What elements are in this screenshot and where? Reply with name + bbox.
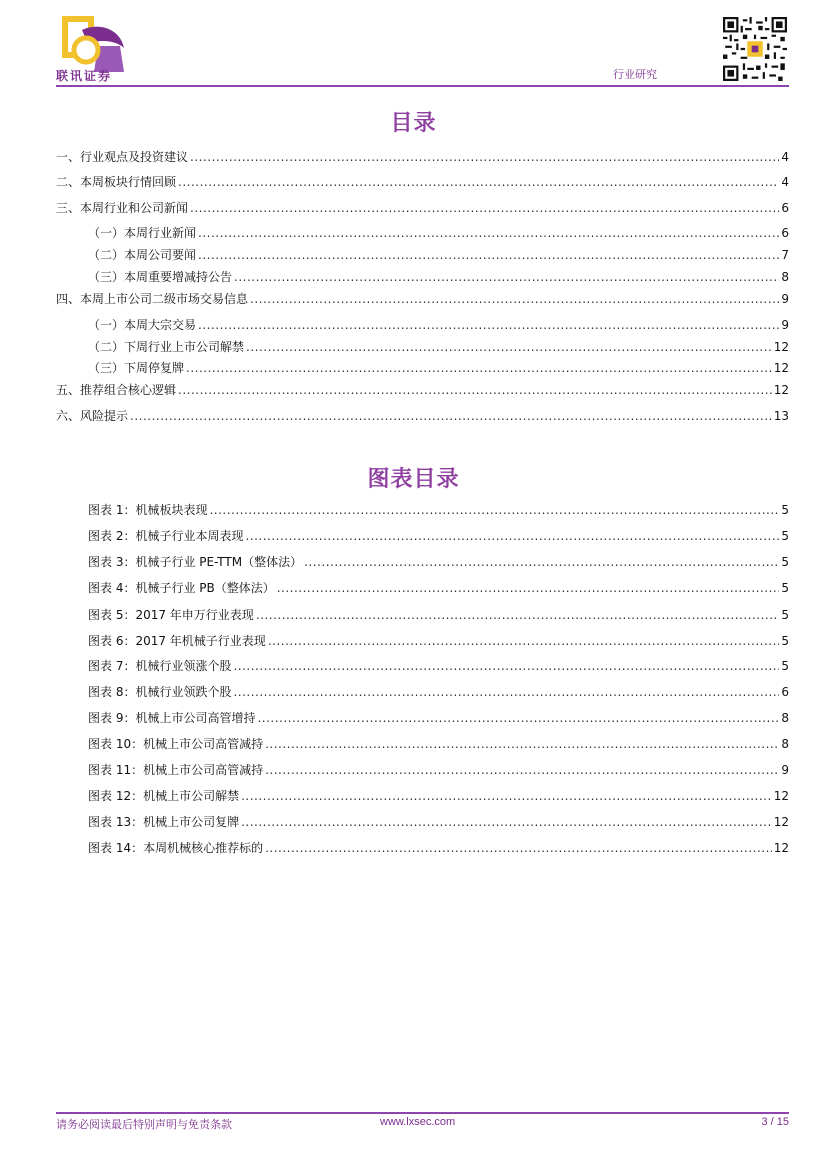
qr-code-icon xyxy=(723,17,787,81)
toc-entry-page: 8 xyxy=(781,270,789,284)
leader-dots xyxy=(186,361,772,375)
figure-entry-page: 8 xyxy=(781,711,789,725)
toc-entry-page: 4 xyxy=(781,175,789,189)
toc-entry-label: （二）下周行业上市公司解禁 xyxy=(88,340,245,354)
leader-dots xyxy=(250,292,779,306)
toc-entry-label: 二、本周板块行情回顾 xyxy=(56,175,177,189)
leader-dots xyxy=(234,270,779,284)
figure-entry-label: 图表 14：本周机械核心推荐标的 xyxy=(88,841,264,855)
leader-dots xyxy=(178,383,772,397)
toc-entry-label: 六、风险提示 xyxy=(56,409,129,423)
figure-entry-label: 图表 2：机械子行业本周表现 xyxy=(88,529,244,543)
toc-entry-page: 6 xyxy=(781,201,789,215)
leader-dots xyxy=(198,318,779,332)
figure-entry-page: 8 xyxy=(781,737,789,751)
figure-entry[interactable] xyxy=(88,815,789,829)
toc-entry[interactable] xyxy=(88,318,789,332)
toc-entry-label: （三）本周重要增减持公告 xyxy=(88,270,233,284)
figure-entry-label: 图表 9：机械上市公司高管增持 xyxy=(88,711,256,725)
leader-dots xyxy=(190,150,779,164)
toc-entry-label: （一）本周大宗交易 xyxy=(88,318,197,332)
figure-entry[interactable] xyxy=(88,555,789,569)
toc-entry-label: （二）本周公司要闻 xyxy=(88,248,197,262)
figure-entry[interactable] xyxy=(88,529,789,543)
figure-entry-label: 图表 11：机械上市公司高管减持 xyxy=(88,763,264,777)
figure-entry[interactable] xyxy=(88,841,789,855)
toc-entry[interactable] xyxy=(88,226,789,240)
figure-entry-label: 图表 6：2017 年机械子行业表现 xyxy=(88,634,266,648)
figure-entry-label: 图表 3：机械子行业 PE-TTM（整体法） xyxy=(88,555,303,569)
toc-entry[interactable] xyxy=(56,201,789,215)
figure-entry-label: 图表 12：机械上市公司解禁 xyxy=(88,789,240,803)
toc-entry-label: 五、推荐组合核心逻辑 xyxy=(56,383,177,397)
toc-entry-page: 12 xyxy=(773,361,789,375)
toc-entry-page: 12 xyxy=(773,383,789,397)
toc-entry[interactable] xyxy=(56,409,789,423)
page-header xyxy=(0,0,827,90)
figure-entry-page: 12 xyxy=(773,815,789,829)
toc-entry-label: 三、本周行业和公司新闻 xyxy=(56,201,189,215)
figure-entry-page: 12 xyxy=(773,789,789,803)
leader-dots xyxy=(304,555,779,569)
footer-divider xyxy=(56,1112,789,1114)
figure-entry-page: 5 xyxy=(781,555,789,569)
figure-entry[interactable] xyxy=(88,763,789,777)
figure-entry-label: 图表 5：2017 年申万行业表现 xyxy=(88,608,254,622)
toc-title: 目录 xyxy=(390,111,437,136)
toc-entry[interactable] xyxy=(56,292,789,306)
toc-entry[interactable] xyxy=(88,340,789,354)
leader-dots xyxy=(265,737,779,751)
figure-entry-page: 5 xyxy=(781,634,789,648)
figure-entry[interactable] xyxy=(88,685,789,699)
leader-dots xyxy=(277,581,780,595)
page-number: 3 / 15 xyxy=(761,1116,789,1128)
figure-entry[interactable] xyxy=(88,608,789,622)
figure-entry-page: 5 xyxy=(781,581,789,595)
leader-dots xyxy=(198,248,779,262)
report-category: 行业研究 xyxy=(613,68,657,81)
figure-entry-page: 5 xyxy=(781,503,789,517)
leader-dots xyxy=(256,608,780,622)
toc-entry-page: 13 xyxy=(773,409,789,423)
toc-entry-label: 一、行业观点及投资建议 xyxy=(56,150,189,164)
figure-entry-label: 图表 13：机械上市公司复牌 xyxy=(88,815,240,829)
figure-entry[interactable] xyxy=(88,581,789,595)
figure-entry-page: 6 xyxy=(781,685,789,699)
leader-dots xyxy=(233,659,779,673)
toc-entry-page: 4 xyxy=(781,150,789,164)
toc-entry-page: 12 xyxy=(773,340,789,354)
toc-entry-page: 7 xyxy=(781,248,789,262)
toc-entry-page: 9 xyxy=(781,318,789,332)
company-name: 联讯证券 xyxy=(56,69,113,83)
toc-entry[interactable] xyxy=(88,361,789,375)
toc-entry-label: 四、本周上市公司二级市场交易信息 xyxy=(56,292,249,306)
leader-dots xyxy=(241,815,772,829)
figure-entry-label: 图表 10：机械上市公司高管减持 xyxy=(88,737,264,751)
leader-dots xyxy=(130,409,772,423)
leader-dots xyxy=(246,340,772,354)
toc-entry-page: 6 xyxy=(781,226,789,240)
toc-entry[interactable] xyxy=(56,175,789,189)
figure-entry-page: 9 xyxy=(781,763,789,777)
figure-entry-label: 图表 8：机械行业领跌个股 xyxy=(88,685,232,699)
figure-entry[interactable] xyxy=(88,737,789,751)
footer-disclaimer[interactable]: 请务必阅读最后特别声明与免责条款 xyxy=(56,1118,232,1131)
figure-entry-page: 12 xyxy=(773,841,789,855)
leader-dots xyxy=(245,529,779,543)
leader-dots xyxy=(265,763,779,777)
leader-dots xyxy=(178,175,779,189)
toc-entry[interactable] xyxy=(56,150,789,164)
toc-entry-page: 9 xyxy=(781,292,789,306)
leader-dots xyxy=(257,711,779,725)
leader-dots xyxy=(268,634,780,648)
figure-entry-page: 5 xyxy=(781,529,789,543)
toc-entry-label: （一）本周行业新闻 xyxy=(88,226,197,240)
leader-dots xyxy=(190,201,779,215)
toc-entry[interactable] xyxy=(56,383,789,397)
leader-dots xyxy=(209,503,779,517)
leader-dots xyxy=(265,841,772,855)
figure-entry[interactable] xyxy=(88,789,789,803)
leader-dots xyxy=(233,685,779,699)
leader-dots xyxy=(241,789,772,803)
figures-title: 图表目录 xyxy=(367,467,460,492)
footer-website-link[interactable]: www.lxsec.com xyxy=(380,1116,456,1128)
figure-entry-page: 5 xyxy=(781,659,789,673)
figure-entry-page: 5 xyxy=(781,608,789,622)
header-divider xyxy=(56,85,789,87)
toc-entry[interactable] xyxy=(88,270,789,284)
toc-entry[interactable] xyxy=(88,248,789,262)
leader-dots xyxy=(198,226,779,240)
figure-entry-label: 图表 7：机械行业领涨个股 xyxy=(88,659,232,673)
figure-entry-label: 图表 4：机械子行业 PB（整体法） xyxy=(88,581,275,595)
figure-entry-label: 图表 1：机械板块表现 xyxy=(88,503,208,517)
figure-entry[interactable] xyxy=(88,711,789,725)
figure-entry[interactable] xyxy=(88,659,789,673)
figure-entry[interactable] xyxy=(88,503,789,517)
toc-entry-label: （三）下周停复牌 xyxy=(88,361,185,375)
figure-entry[interactable] xyxy=(88,634,789,648)
